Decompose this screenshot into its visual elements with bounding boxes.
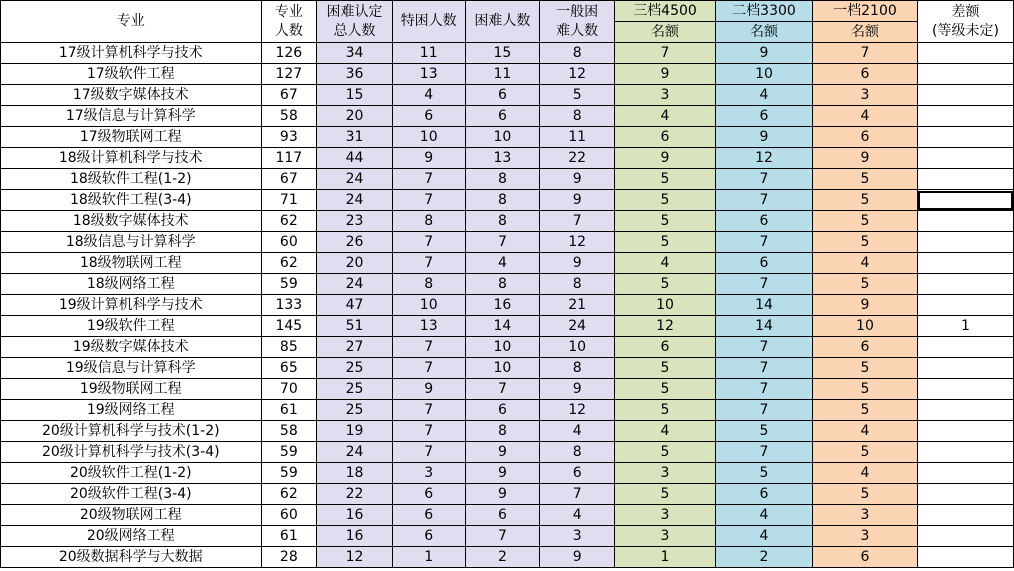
cell-total-identified[interactable]: 44 (317, 148, 393, 169)
cell-special-hardship[interactable]: 7 (392, 421, 465, 442)
cell-total-identified[interactable]: 23 (317, 211, 393, 232)
header-general-line1: 一般困 (556, 3, 599, 20)
cell-tier1-quota[interactable]: 6 (812, 547, 917, 568)
cell-major[interactable]: 18级软件工程(3-4) (1, 190, 262, 211)
cell-total-identified[interactable]: 24 (317, 169, 393, 190)
cell-tier2-quota[interactable]: 14 (716, 316, 813, 337)
cell-major[interactable]: 20级数据科学与大数据 (1, 547, 262, 568)
header-student-count-line2: 人数 (274, 22, 303, 39)
cell-total-identified[interactable]: 20 (317, 106, 393, 127)
cell-student-count[interactable]: 61 (261, 400, 317, 421)
cell-hardship[interactable]: 10 (465, 358, 540, 379)
cell-hardship[interactable]: 7 (465, 232, 540, 253)
table-row (1, 295, 1014, 316)
header-general-hardship[interactable] (540, 1, 615, 43)
cell-tier1-quota[interactable]: 9 (812, 295, 917, 316)
cell-special-hardship[interactable]: 6 (392, 106, 465, 127)
cell-total-identified[interactable]: 19 (317, 421, 393, 442)
cell-hardship[interactable]: 7 (465, 379, 540, 400)
cell-hardship[interactable]: 7 (465, 526, 540, 547)
cell-hardship[interactable]: 9 (465, 463, 540, 484)
cell-tier3-quota[interactable]: 5 (615, 484, 716, 505)
cell-major[interactable]: 17级软件工程 (1, 64, 262, 85)
cell-special-hardship[interactable]: 4 (392, 85, 465, 106)
table-row (1, 232, 1014, 253)
cell-general-hardship[interactable]: 8 (540, 442, 615, 463)
cell-tier3-quota[interactable]: 3 (615, 505, 716, 526)
cell-tier2-quota[interactable]: 12 (716, 148, 813, 169)
cell-special-hardship[interactable]: 7 (392, 400, 465, 421)
cell-tier1-quota[interactable]: 5 (812, 274, 917, 295)
cell-general-hardship[interactable]: 12 (540, 64, 615, 85)
cell-tier2-quota[interactable]: 7 (716, 442, 813, 463)
cell-tier2-quota[interactable]: 5 (716, 421, 813, 442)
cell-total-identified[interactable]: 22 (317, 484, 393, 505)
cell-special-hardship[interactable]: 7 (392, 169, 465, 190)
cell-major[interactable]: 18级数字媒体技术 (1, 211, 262, 232)
cell-tier1-quota[interactable]: 6 (812, 127, 917, 148)
cell-major[interactable]: 19级网络工程 (1, 400, 262, 421)
cell-general-hardship[interactable]: 9 (540, 253, 615, 274)
cell-general-hardship[interactable]: 9 (540, 190, 615, 211)
cell-special-hardship[interactable]: 8 (392, 211, 465, 232)
table-body (1, 43, 1014, 568)
cell-special-hardship[interactable]: 9 (392, 148, 465, 169)
cell-special-hardship[interactable]: 7 (392, 442, 465, 463)
cell-tier3-quota[interactable]: 3 (615, 85, 716, 106)
cell-tier3-quota[interactable]: 5 (615, 274, 716, 295)
cell-difference[interactable] (917, 232, 1013, 253)
table-row (1, 274, 1014, 295)
cell-tier1-quota[interactable]: 5 (812, 484, 917, 505)
cell-tier2-quota[interactable]: 10 (716, 64, 813, 85)
cell-hardship[interactable]: 15 (465, 43, 540, 64)
table-row (1, 442, 1014, 463)
cell-tier3-quota[interactable]: 3 (615, 526, 716, 547)
cell-total-identified[interactable]: 24 (317, 442, 393, 463)
cell-tier2-quota[interactable]: 9 (716, 43, 813, 64)
cell-hardship[interactable]: 11 (465, 64, 540, 85)
table-row (1, 547, 1014, 568)
cell-special-hardship[interactable]: 13 (392, 64, 465, 85)
table-row (1, 400, 1014, 421)
cell-tier3-quota[interactable]: 12 (615, 316, 716, 337)
cell-hardship[interactable]: 8 (465, 169, 540, 190)
cell-tier2-quota[interactable]: 7 (716, 337, 813, 358)
header-hardship[interactable]: 困难人数 (465, 1, 540, 43)
cell-special-hardship[interactable]: 9 (392, 379, 465, 400)
cell-tier2-quota[interactable]: 4 (716, 85, 813, 106)
cell-hardship[interactable]: 10 (465, 337, 540, 358)
cell-student-count[interactable]: 67 (261, 169, 317, 190)
cell-student-count[interactable]: 58 (261, 106, 317, 127)
cell-special-hardship[interactable]: 6 (392, 505, 465, 526)
table-row (1, 64, 1014, 85)
table-row (1, 421, 1014, 442)
cell-hardship[interactable]: 8 (465, 421, 540, 442)
table-row (1, 190, 1014, 211)
cell-difference[interactable] (917, 505, 1013, 526)
cell-major[interactable]: 20级网络工程 (1, 526, 262, 547)
cell-total-identified[interactable]: 31 (317, 127, 393, 148)
cell-total-identified[interactable]: 47 (317, 295, 393, 316)
cell-total-identified[interactable]: 24 (317, 274, 393, 295)
cell-total-identified[interactable]: 25 (317, 400, 393, 421)
cell-student-count[interactable]: 28 (261, 547, 317, 568)
cell-major[interactable]: 18级物联网工程 (1, 253, 262, 274)
cell-tier1-quota[interactable]: 4 (812, 421, 917, 442)
table-row (1, 463, 1014, 484)
header-total-identified[interactable] (317, 1, 393, 43)
cell-difference[interactable] (917, 379, 1013, 400)
cell-tier1-quota[interactable]: 6 (812, 64, 917, 85)
cell-student-count[interactable]: 58 (261, 421, 317, 442)
cell-tier3-quota[interactable]: 5 (615, 190, 716, 211)
cell-total-identified[interactable]: 12 (317, 547, 393, 568)
cell-difference[interactable] (917, 169, 1013, 190)
cell-tier1-quota[interactable]: 5 (812, 442, 917, 463)
cell-difference[interactable] (917, 43, 1013, 64)
cell-tier2-quota[interactable]: 7 (716, 169, 813, 190)
table-row (1, 169, 1014, 190)
cell-tier2-quota[interactable]: 7 (716, 400, 813, 421)
cell-major[interactable]: 19级计算机科学与技术 (1, 295, 262, 316)
cell-special-hardship[interactable]: 6 (392, 484, 465, 505)
header-total-line2: 总人数 (333, 22, 376, 39)
cell-general-hardship[interactable]: 9 (540, 379, 615, 400)
cell-tier1-quota[interactable]: 5 (812, 190, 917, 211)
cell-hardship[interactable]: 9 (465, 484, 540, 505)
cell-special-hardship[interactable]: 7 (392, 190, 465, 211)
cell-major[interactable]: 19级物联网工程 (1, 379, 262, 400)
cell-tier2-quota[interactable]: 7 (716, 274, 813, 295)
cell-student-count[interactable]: 62 (261, 211, 317, 232)
cell-difference[interactable]: 1 (917, 316, 1013, 337)
cell-difference[interactable] (917, 211, 1013, 232)
cell-tier1-quota[interactable]: 4 (812, 106, 917, 127)
cell-tier2-quota[interactable]: 4 (716, 505, 813, 526)
cell-total-identified[interactable]: 27 (317, 337, 393, 358)
cell-major[interactable]: 19级信息与计算科学 (1, 358, 262, 379)
table-row (1, 484, 1014, 505)
header-general-line2: 难人数 (556, 22, 599, 39)
cell-general-hardship[interactable]: 21 (540, 295, 615, 316)
cell-tier2-quota[interactable]: 7 (716, 358, 813, 379)
table-row (1, 505, 1014, 526)
cell-difference[interactable] (917, 127, 1013, 148)
cell-student-count[interactable]: 70 (261, 379, 317, 400)
cell-general-hardship[interactable]: 7 (540, 211, 615, 232)
cell-tier3-quota[interactable]: 5 (615, 379, 716, 400)
cell-general-hardship[interactable]: 24 (540, 316, 615, 337)
cell-general-hardship[interactable]: 8 (540, 106, 615, 127)
cell-tier3-quota[interactable]: 3 (615, 463, 716, 484)
cell-hardship[interactable]: 10 (465, 127, 540, 148)
cell-tier2-quota[interactable]: 6 (716, 484, 813, 505)
cell-general-hardship[interactable]: 10 (540, 337, 615, 358)
cell-tier3-quota[interactable]: 6 (615, 337, 716, 358)
cell-general-hardship[interactable]: 8 (540, 43, 615, 64)
header-tier2-amount[interactable]: 二档3300 (716, 1, 813, 22)
cell-difference[interactable] (917, 106, 1013, 127)
cell-difference[interactable] (917, 274, 1013, 295)
cell-tier3-quota[interactable]: 5 (615, 232, 716, 253)
cell-total-identified[interactable]: 16 (317, 526, 393, 547)
cell-tier3-quota[interactable]: 9 (615, 148, 716, 169)
cell-difference[interactable] (917, 484, 1013, 505)
header-difference-line2: (等级未定) (932, 22, 999, 39)
table-row (1, 148, 1014, 169)
cell-major[interactable]: 18级网络工程 (1, 274, 262, 295)
cell-tier3-quota[interactable]: 9 (615, 64, 716, 85)
header-difference-line1: 差额 (951, 3, 980, 20)
cell-hardship[interactable]: 6 (465, 400, 540, 421)
table-row (1, 211, 1014, 232)
cell-student-count[interactable]: 93 (261, 127, 317, 148)
cell-student-count[interactable]: 127 (261, 64, 317, 85)
header-student-count[interactable] (261, 1, 317, 43)
cell-student-count[interactable]: 62 (261, 484, 317, 505)
cell-general-hardship[interactable]: 9 (540, 547, 615, 568)
cell-tier1-quota[interactable]: 3 (812, 505, 917, 526)
cell-hardship[interactable]: 8 (465, 211, 540, 232)
cell-general-hardship[interactable]: 11 (540, 127, 615, 148)
table-row (1, 127, 1014, 148)
cell-major[interactable]: 20级计算机科学与技术(3-4) (1, 442, 262, 463)
cell-tier3-quota[interactable]: 4 (615, 253, 716, 274)
cell-difference[interactable] (917, 253, 1013, 274)
cell-general-hardship[interactable]: 3 (540, 526, 615, 547)
cell-tier1-quota[interactable]: 4 (812, 253, 917, 274)
cell-general-hardship[interactable]: 4 (540, 421, 615, 442)
cell-student-count[interactable]: 145 (261, 316, 317, 337)
header-major[interactable]: 专业 (1, 1, 262, 43)
cell-special-hardship[interactable]: 8 (392, 274, 465, 295)
cell-special-hardship[interactable]: 10 (392, 295, 465, 316)
cell-special-hardship[interactable]: 1 (392, 547, 465, 568)
cell-tier2-quota[interactable]: 6 (716, 253, 813, 274)
cell-tier3-quota[interactable]: 5 (615, 358, 716, 379)
cell-tier2-quota[interactable]: 6 (716, 106, 813, 127)
cell-tier3-quota[interactable]: 5 (615, 400, 716, 421)
cell-general-hardship[interactable]: 5 (540, 85, 615, 106)
cell-general-hardship[interactable]: 6 (540, 463, 615, 484)
cell-student-count[interactable]: 61 (261, 526, 317, 547)
table-row (1, 253, 1014, 274)
cell-major[interactable]: 18级计算机科学与技术 (1, 148, 262, 169)
cell-student-count[interactable]: 126 (261, 43, 317, 64)
cell-major[interactable]: 17级数字媒体技术 (1, 85, 262, 106)
cell-tier1-quota[interactable]: 7 (812, 43, 917, 64)
cell-major[interactable]: 20级软件工程(1-2) (1, 463, 262, 484)
cell-special-hardship[interactable]: 7 (392, 337, 465, 358)
cell-difference[interactable] (917, 295, 1013, 316)
cell-hardship[interactable]: 6 (465, 85, 540, 106)
cell-total-identified[interactable]: 15 (317, 85, 393, 106)
cell-tier1-quota[interactable]: 5 (812, 358, 917, 379)
cell-tier3-quota[interactable]: 1 (615, 547, 716, 568)
cell-student-count[interactable]: 59 (261, 442, 317, 463)
cell-student-count[interactable]: 65 (261, 358, 317, 379)
cell-hardship[interactable]: 6 (465, 505, 540, 526)
header-tier3-amount[interactable]: 三档4500 (615, 1, 716, 22)
cell-tier3-quota[interactable]: 5 (615, 211, 716, 232)
table-row (1, 379, 1014, 400)
cell-tier3-quota[interactable]: 6 (615, 127, 716, 148)
cell-tier1-quota[interactable]: 3 (812, 85, 917, 106)
cell-general-hardship[interactable]: 7 (540, 484, 615, 505)
cell-tier1-quota[interactable]: 4 (812, 463, 917, 484)
table-row (1, 337, 1014, 358)
cell-tier2-quota[interactable]: 7 (716, 190, 813, 211)
cell-hardship[interactable]: 16 (465, 295, 540, 316)
cell-general-hardship[interactable]: 8 (540, 358, 615, 379)
cell-major[interactable]: 17级物联网工程 (1, 127, 262, 148)
cell-tier1-quota[interactable]: 3 (812, 526, 917, 547)
cell-special-hardship[interactable]: 7 (392, 232, 465, 253)
table-row (1, 358, 1014, 379)
cell-tier2-quota[interactable]: 9 (716, 127, 813, 148)
cell-student-count[interactable]: 62 (261, 253, 317, 274)
cell-major[interactable]: 19级软件工程 (1, 316, 262, 337)
cell-student-count[interactable]: 67 (261, 85, 317, 106)
cell-hardship[interactable]: 2 (465, 547, 540, 568)
table-row (1, 526, 1014, 547)
cell-difference[interactable] (917, 547, 1013, 568)
cell-special-hardship[interactable]: 10 (392, 127, 465, 148)
table-row (1, 316, 1014, 337)
cell-major[interactable]: 17级计算机科学与技术 (1, 43, 262, 64)
cell-tier2-quota[interactable]: 7 (716, 379, 813, 400)
cell-difference[interactable] (917, 400, 1013, 421)
cell-total-identified[interactable]: 16 (317, 505, 393, 526)
cell-hardship[interactable]: 8 (465, 190, 540, 211)
header-student-count-line1: 专业 (274, 3, 303, 20)
cell-major[interactable]: 20级软件工程(3-4) (1, 484, 262, 505)
cell-tier1-quota[interactable]: 6 (812, 337, 917, 358)
cell-difference[interactable] (917, 463, 1013, 484)
cell-general-hardship[interactable]: 12 (540, 232, 615, 253)
cell-special-hardship[interactable]: 6 (392, 526, 465, 547)
cell-hardship[interactable]: 13 (465, 148, 540, 169)
cell-student-count[interactable]: 71 (261, 190, 317, 211)
cell-hardship[interactable]: 8 (465, 274, 540, 295)
cell-tier1-quota[interactable]: 5 (812, 379, 917, 400)
cell-tier2-quota[interactable]: 5 (716, 463, 813, 484)
cell-total-identified[interactable]: 24 (317, 190, 393, 211)
cell-tier1-quota[interactable]: 5 (812, 232, 917, 253)
header-total-line1: 困难认定 (326, 3, 383, 20)
cell-special-hardship[interactable]: 3 (392, 463, 465, 484)
cell-major[interactable]: 20级计算机科学与技术(1-2) (1, 421, 262, 442)
cell-total-identified[interactable]: 51 (317, 316, 393, 337)
cell-major[interactable]: 18级软件工程(1-2) (1, 169, 262, 190)
cell-total-identified[interactable]: 34 (317, 43, 393, 64)
cell-tier3-quota[interactable]: 4 (615, 421, 716, 442)
cell-tier2-quota[interactable]: 2 (716, 547, 813, 568)
cell-hardship[interactable]: 4 (465, 253, 540, 274)
cell-difference[interactable] (917, 64, 1013, 85)
cell-tier1-quota[interactable]: 5 (812, 400, 917, 421)
cell-major[interactable]: 18级信息与计算科学 (1, 232, 262, 253)
cell-general-hardship[interactable]: 9 (540, 169, 615, 190)
header-special-hardship[interactable]: 特困人数 (392, 1, 465, 43)
cell-student-count[interactable]: 85 (261, 337, 317, 358)
cell-student-count[interactable]: 133 (261, 295, 317, 316)
cell-tier3-quota[interactable]: 7 (615, 43, 716, 64)
cell-difference[interactable] (917, 526, 1013, 547)
cell-total-identified[interactable]: 18 (317, 463, 393, 484)
cell-student-count[interactable]: 59 (261, 274, 317, 295)
cell-tier2-quota[interactable]: 7 (716, 232, 813, 253)
cell-difference[interactable] (917, 85, 1013, 106)
cell-difference[interactable] (917, 442, 1013, 463)
header-difference[interactable] (917, 1, 1013, 43)
cell-total-identified[interactable]: 20 (317, 253, 393, 274)
cell-difference[interactable] (917, 358, 1013, 379)
cell-special-hardship[interactable]: 11 (392, 43, 465, 64)
header-tier1-quota[interactable]: 名额 (812, 22, 917, 43)
cell-student-count[interactable]: 60 (261, 232, 317, 253)
cell-total-identified[interactable]: 25 (317, 358, 393, 379)
cell-special-hardship[interactable]: 7 (392, 253, 465, 274)
cell-general-hardship[interactable]: 4 (540, 505, 615, 526)
cell-major[interactable]: 17级信息与计算科学 (1, 106, 262, 127)
cell-major[interactable]: 20级物联网工程 (1, 505, 262, 526)
cell-student-count[interactable]: 60 (261, 505, 317, 526)
cell-tier3-quota[interactable]: 5 (615, 169, 716, 190)
table-row (1, 43, 1014, 64)
header-tier1-amount[interactable]: 一档2100 (812, 1, 917, 22)
table-row (1, 85, 1014, 106)
cell-special-hardship[interactable]: 7 (392, 358, 465, 379)
cell-tier2-quota[interactable]: 6 (716, 211, 813, 232)
cell-general-hardship[interactable]: 8 (540, 274, 615, 295)
cell-tier3-quota[interactable]: 5 (615, 442, 716, 463)
cell-tier1-quota[interactable]: 10 (812, 316, 917, 337)
cell-tier1-quota[interactable]: 5 (812, 211, 917, 232)
header-tier3-quota[interactable]: 名额 (615, 22, 716, 43)
cell-general-hardship[interactable]: 12 (540, 400, 615, 421)
cell-tier3-quota[interactable]: 10 (615, 295, 716, 316)
cell-hardship[interactable]: 14 (465, 316, 540, 337)
cell-total-identified[interactable]: 26 (317, 232, 393, 253)
cell-difference[interactable] (917, 337, 1013, 358)
cell-hardship[interactable]: 6 (465, 106, 540, 127)
cell-difference[interactable] (917, 190, 1013, 211)
cell-special-hardship[interactable]: 13 (392, 316, 465, 337)
cell-general-hardship[interactable]: 22 (540, 148, 615, 169)
cell-major[interactable]: 19级数字媒体技术 (1, 337, 262, 358)
cell-hardship[interactable]: 9 (465, 442, 540, 463)
cell-tier1-quota[interactable]: 5 (812, 169, 917, 190)
cell-student-count[interactable]: 117 (261, 148, 317, 169)
cell-total-identified[interactable]: 25 (317, 379, 393, 400)
cell-student-count[interactable]: 59 (261, 463, 317, 484)
cell-tier1-quota[interactable]: 9 (812, 148, 917, 169)
cell-total-identified[interactable]: 36 (317, 64, 393, 85)
cell-tier2-quota[interactable]: 4 (716, 526, 813, 547)
cell-tier2-quota[interactable]: 14 (716, 295, 813, 316)
cell-difference[interactable] (917, 421, 1013, 442)
cell-difference[interactable] (917, 148, 1013, 169)
header-tier2-quota[interactable]: 名额 (716, 22, 813, 43)
cell-tier3-quota[interactable]: 4 (615, 106, 716, 127)
table-row (1, 106, 1014, 127)
